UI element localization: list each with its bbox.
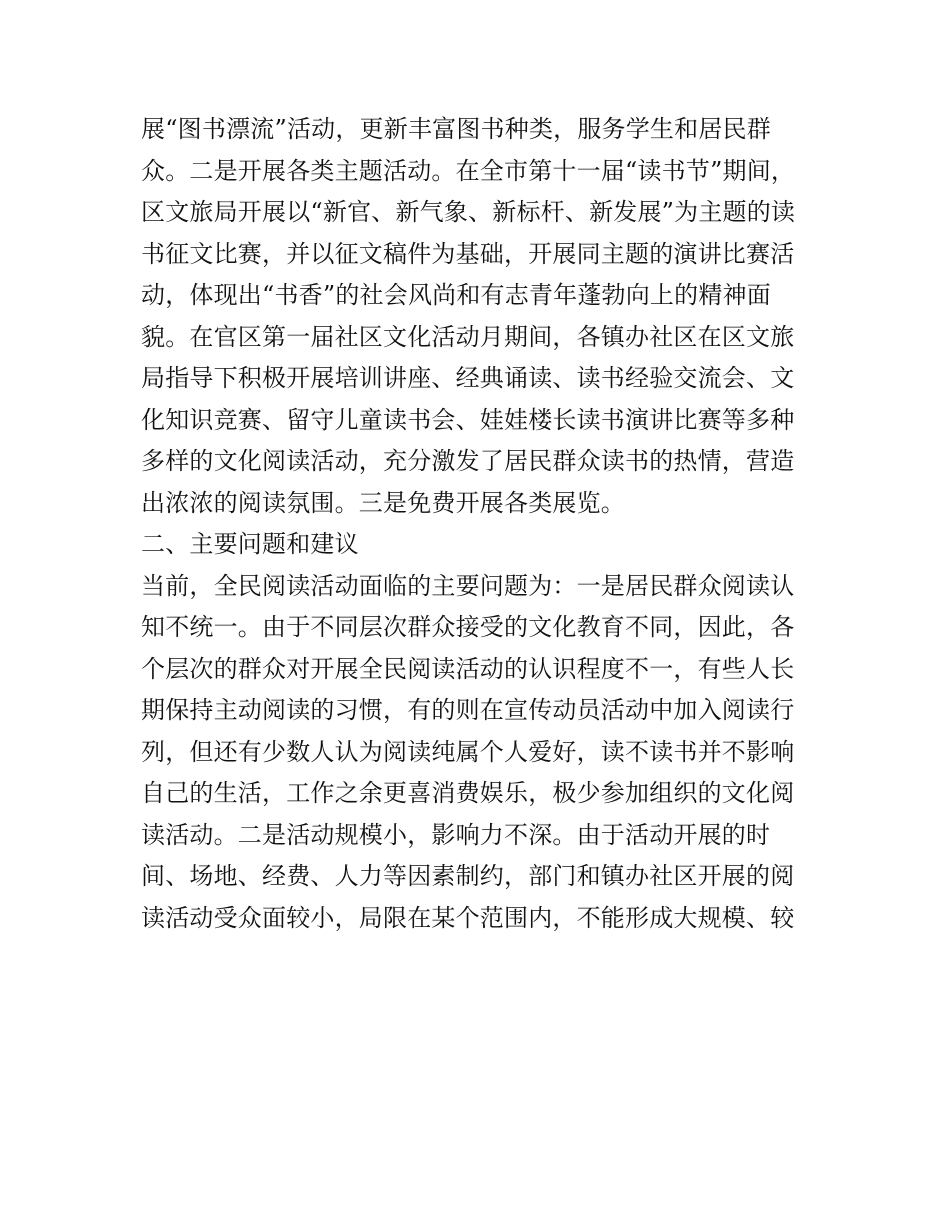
text-line: 间、场地、经费、人力等因素制约，部门和镇办社区开展的阅 xyxy=(141,862,795,890)
text-line: 多样的文化阅读活动，充分激发了居民群众读书的热情，营造 xyxy=(141,447,795,475)
text-line: 化知识竞赛、留守儿童读书会、娃娃楼长读书演讲比赛等多种 xyxy=(141,405,795,434)
text-line: 局指导下积极开展培训讲座、经典诵读、读书经验交流会、文 xyxy=(141,364,795,392)
section-heading: 二、主要问题和建议 xyxy=(141,530,359,558)
text-line: 区文旅局开展以“新官、新气象、新标杆、新发展”为主题的读 xyxy=(141,198,796,226)
text-line: 当前，全民阅读活动面临的主要问题为：一是居民群众阅读认 xyxy=(141,571,795,600)
text-line: 展“图书漂流”活动，更新丰富图书种类，服务学生和居民群 xyxy=(141,115,771,143)
text-line: 读活动受众面较小，局限在某个范围内，不能形成大规模、较 xyxy=(141,903,795,932)
text-line: 列，但还有少数人认为阅读纯属个人爱好，读不读书并不影响 xyxy=(141,737,795,766)
document-body xyxy=(141,109,821,939)
text-line: 出浓浓的阅读氛围。三是免费开展各类展览。 xyxy=(141,488,625,517)
text-line: 自己的生活，工作之余更喜消费娱乐，极少参加组织的文化阅 xyxy=(141,779,795,807)
text-line: 个层次的群众对开展全民阅读活动的认识程度不一，有些人长 xyxy=(141,654,795,683)
text-line: 动，体现出“书香”的社会风尚和有志青年蓬勃向上的精神面 xyxy=(141,281,771,309)
text-line: 貌。在官区第一届社区文化活动月期间，各镇办社区在区文旅 xyxy=(141,322,795,351)
text-line: 众。二是开展各类主题活动。在全市第十一届“读书节”期间， xyxy=(141,156,796,185)
text-line: 期保持主动阅读的习惯，有的则在宣传动员活动中加入阅读行 xyxy=(141,696,795,724)
text-line: 书征文比赛，并以征文稿件为基础，开展同主题的演讲比赛活 xyxy=(141,239,795,268)
text-line: 读活动。二是活动规模小，影响力不深。由于活动开展的时 xyxy=(141,820,771,849)
text-line: 知不统一。由于不同层次群众接受的文化教育不同，因此，各 xyxy=(141,613,795,641)
